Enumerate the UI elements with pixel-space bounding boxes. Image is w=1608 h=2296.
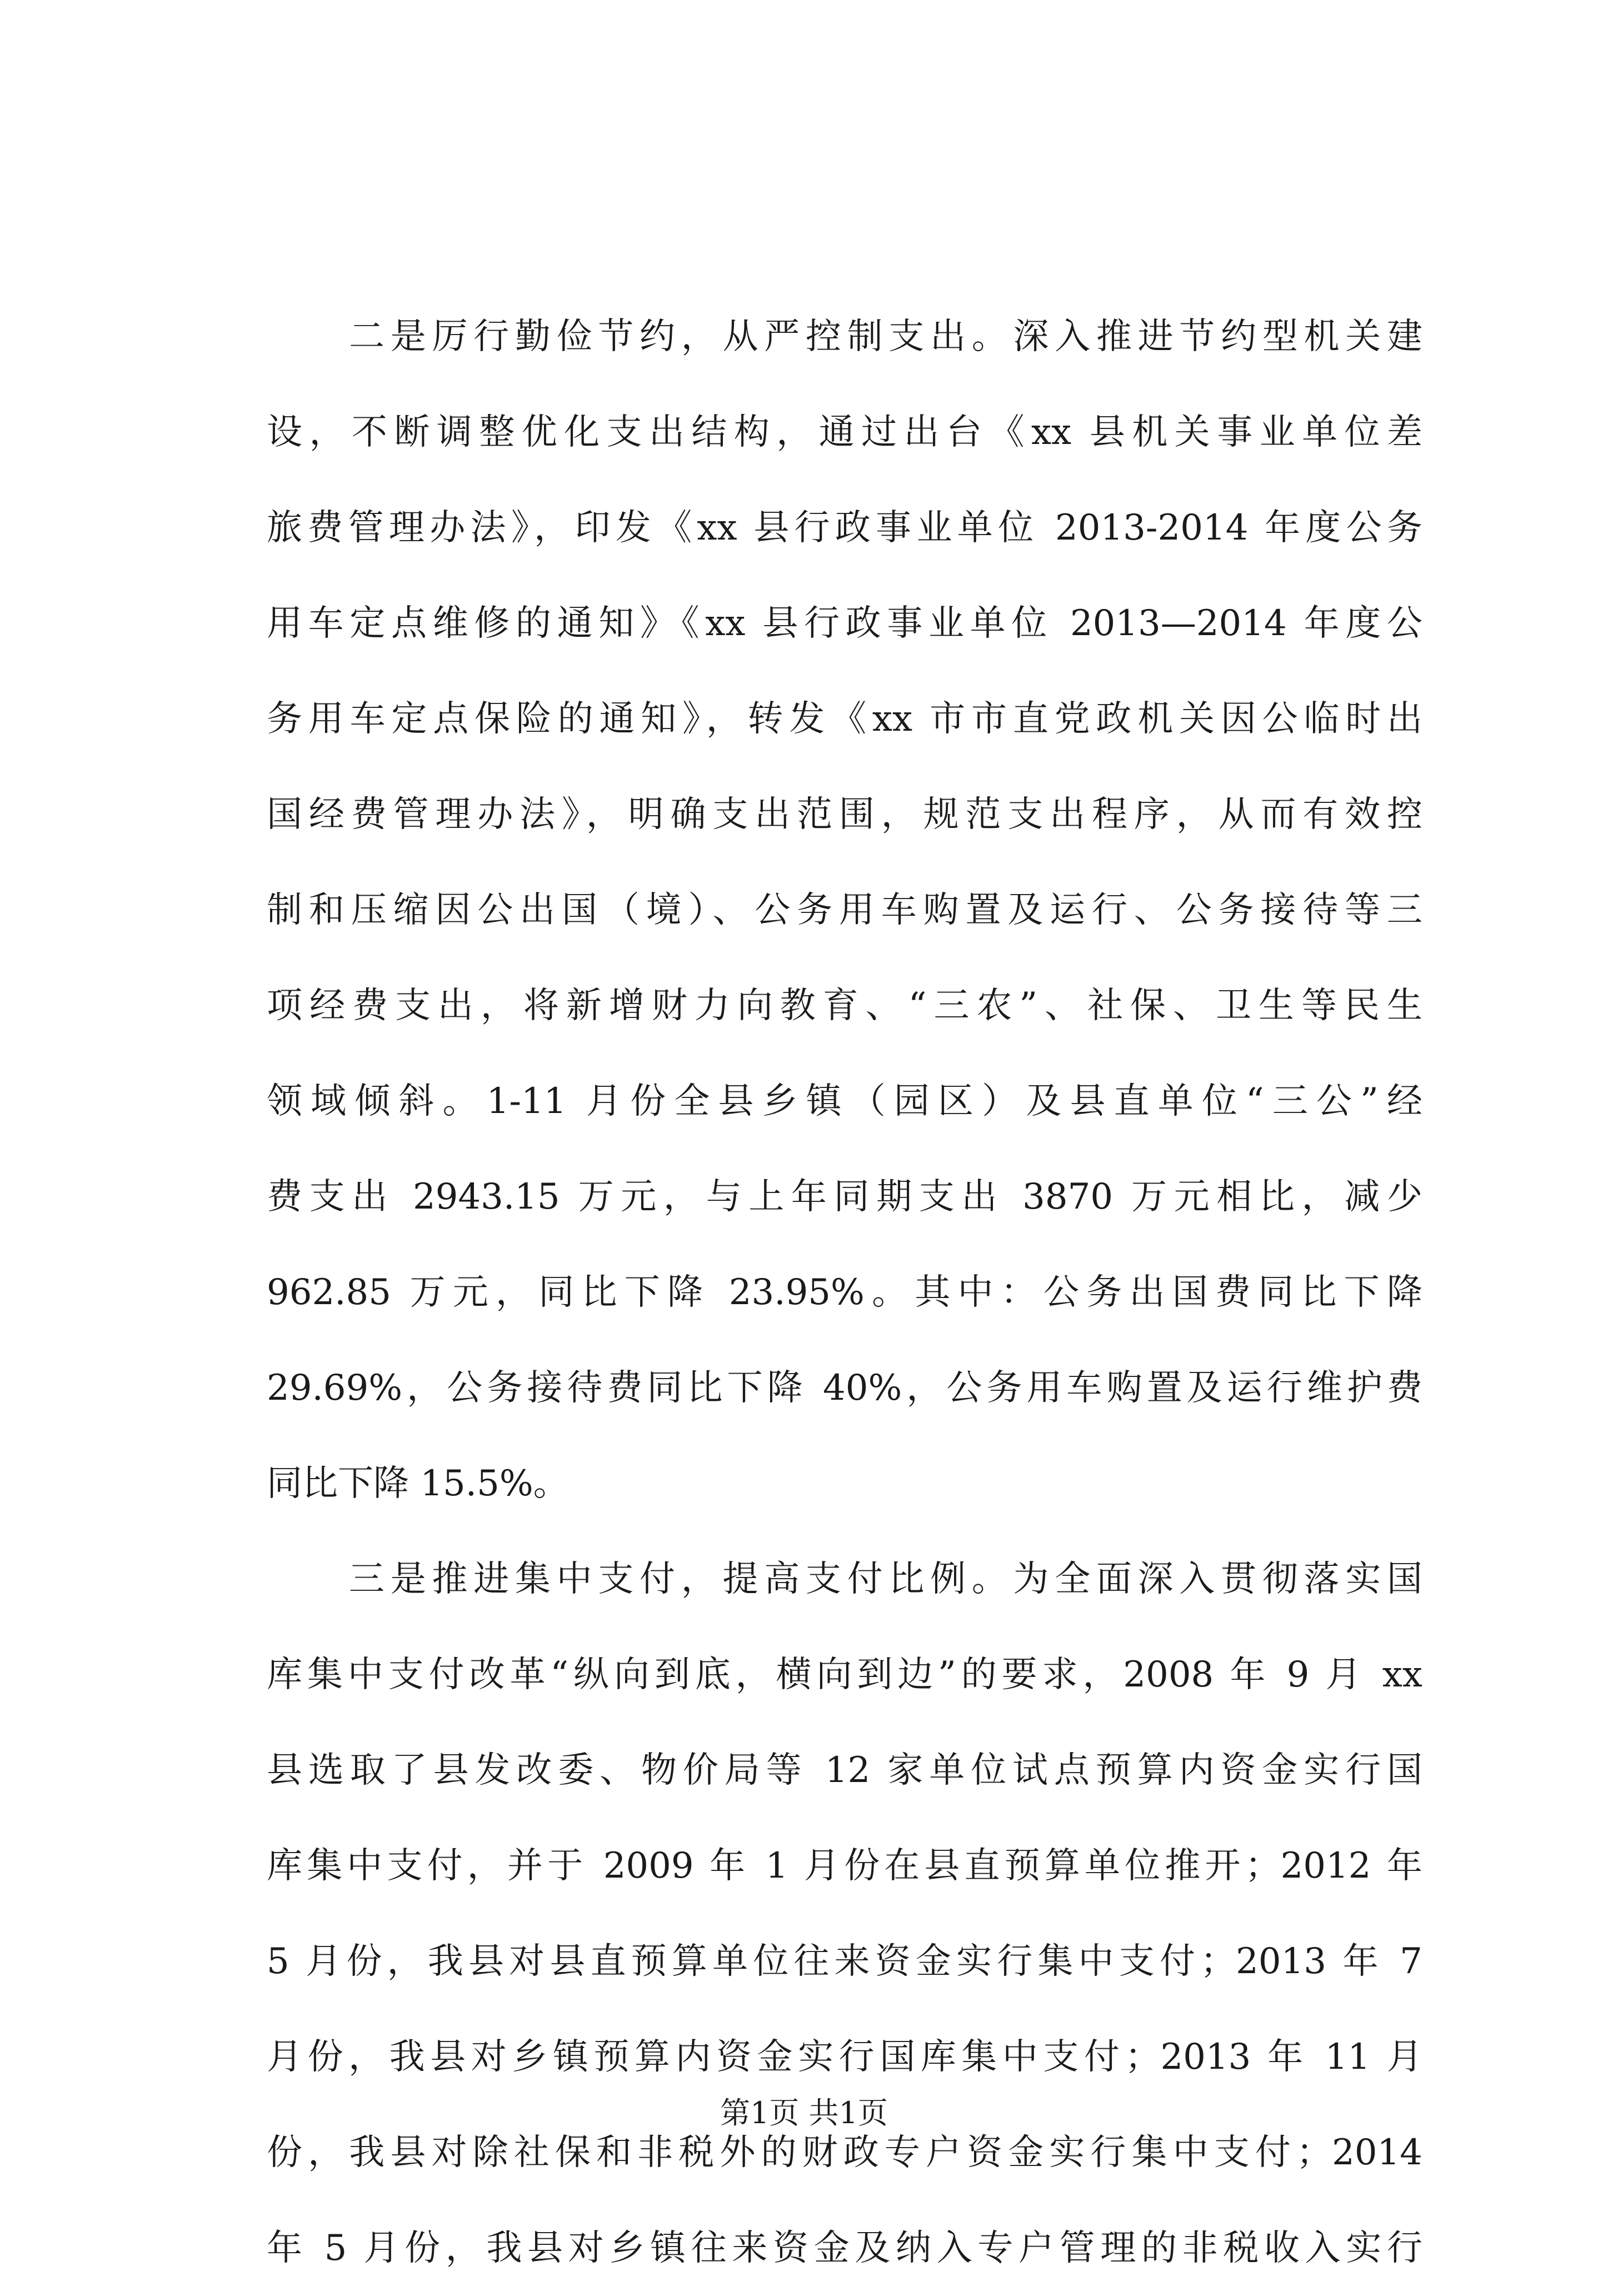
paragraph-centralized-payment bbox=[267, 1531, 1422, 2296]
text-line: 同比下降 15.5%。 bbox=[267, 1463, 569, 1504]
text-line: 费支出 2943.15 万元，与上年同期支出 3870 万元相比，减少 bbox=[267, 1176, 1422, 1217]
text-line: 务用车定点保险的通知》，转发《xx 市市直党政机关因公临时出 bbox=[267, 698, 1422, 740]
text-line: 项经费支出，将新增财力向教育、“三农”、社保、卫生等民生 bbox=[267, 985, 1422, 1026]
text-line: 29.69%，公务接待费同比下降 40%，公务用车购置及运行维护费 bbox=[267, 1367, 1422, 1409]
text-line: 库集中支付，并于 2009 年 1 月份在县直预算单位推开；2012 年 bbox=[267, 1845, 1422, 1886]
text-line: 年 5 月份，我县对乡镇往来资金及纳入专户管理的非税收入实行 bbox=[267, 2228, 1422, 2269]
text-line: 设，不断调整优化支出结构，通过出台《xx 县机关事业单位差 bbox=[267, 412, 1422, 453]
text-line: 制和压缩因公出国（境）、公务用车购置及运行、公务接待等三 bbox=[267, 890, 1422, 931]
text-line: 用车定点维修的通知》《xx 县行政事业单位 2013—2014 年度公 bbox=[267, 603, 1422, 644]
text-line: 库集中支付改革“纵向到底，横向到边”的要求，2008 年 9 月 xx bbox=[267, 1654, 1422, 1695]
text-line: 县选取了县发改委、物价局等 12 家单位试点预算内资金实行国 bbox=[267, 1750, 1422, 1791]
page-number-footer: 第1页 共1页 bbox=[720, 2095, 888, 2130]
text-line: 国经费管理办法》，明确支出范围，规范支出程序，从而有效控 bbox=[267, 794, 1422, 835]
text-line: 962.85 万元，同比下降 23.95%。其中：公务出国费同比下降 bbox=[267, 1272, 1422, 1313]
document-body bbox=[267, 289, 1422, 2296]
text-line: 二是厉行勤俭节约，从严控制支出。深入推进节约型机关建 bbox=[349, 316, 1422, 357]
text-line: 旅费管理办法》，印发《xx 县行政事业单位 2013-2014 年度公务 bbox=[267, 507, 1422, 548]
text-line: 5 月份，我县对县直预算单位往来资金实行集中支付；2013 年 7 bbox=[267, 1941, 1422, 1982]
text-line: 份，我县对除社保和非税外的财政专户资金实行集中支付；2014 bbox=[267, 2132, 1422, 2173]
text-line: 三是推进集中支付，提高支付比例。为全面深入贯彻落实国 bbox=[349, 1559, 1422, 1600]
paragraph-expense-control bbox=[267, 289, 1422, 1531]
text-line: 领域倾斜。1-11 月份全县乡镇（园区）及县直单位“三公”经 bbox=[267, 1081, 1422, 1122]
text-line: 月份，我县对乡镇预算内资金实行国库集中支付；2013 年 11 月 bbox=[267, 2037, 1422, 2078]
